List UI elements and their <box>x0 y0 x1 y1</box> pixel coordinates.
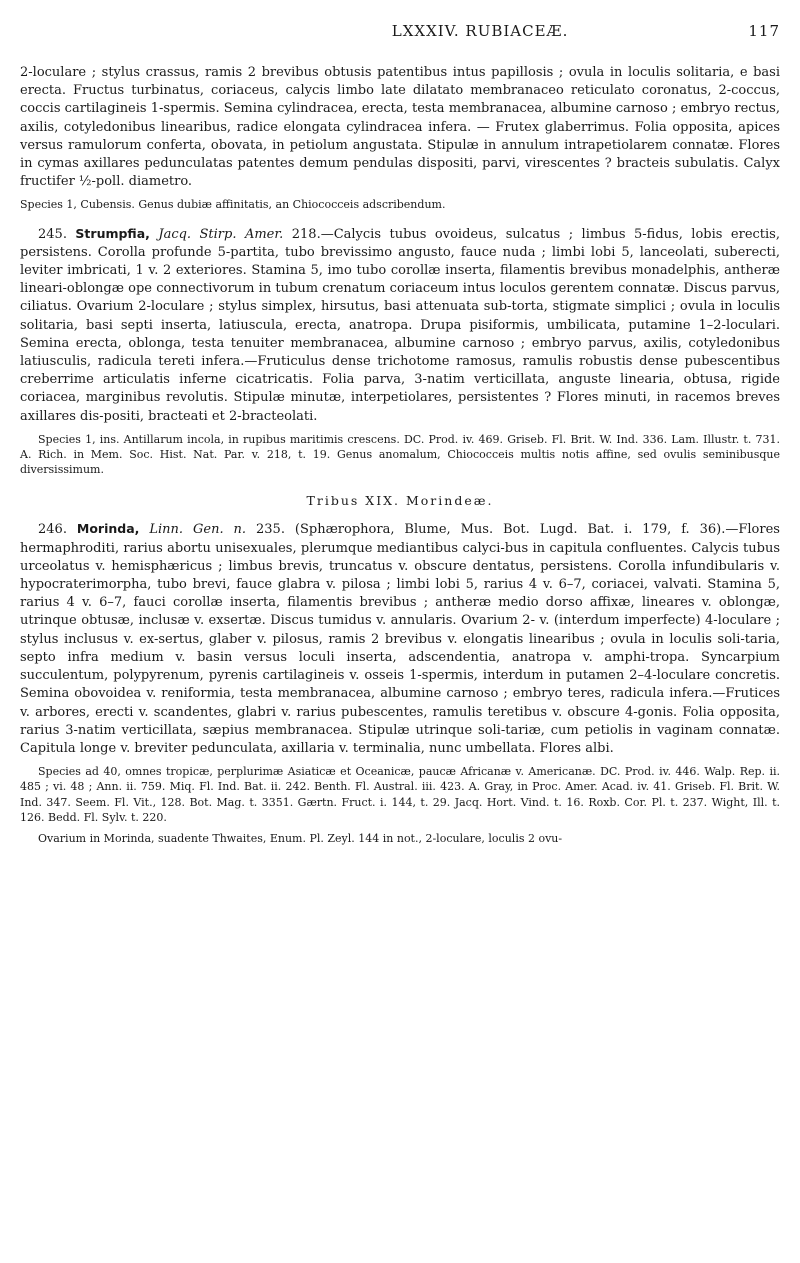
note-species-cubensis: Species 1, Cubensis. Genus dubiæ affinitatis, an Chiococceis adscribendum. <box>20 198 446 212</box>
genus-reference: 218. <box>291 226 321 242</box>
genus-reference: 235. <box>256 522 285 538</box>
genus-number: 245. <box>38 226 67 242</box>
genus-245-strumpfia <box>20 225 780 426</box>
page-number: 117 <box>748 22 780 40</box>
genus-author: Linn. Gen. n. <box>149 522 247 538</box>
genus-number: 246. <box>38 522 67 538</box>
note-strumpfia: Species 1, ins. Antillarum incola, in rupibus maritimis crescens. DC. Prod. iv. 469. Griseb. Fl. Brit. W. Ind. 336. Lam. Illustr. t. 731. A. Rich. in Mem. Soc. Hist. Nat. Par. v. 218, t. 19. Genus anomalum, Chiococceis multis notis affine, sed ovulis seminibusque diversissimum. <box>20 432 780 477</box>
tribus-heading: Tribus XIX. Morindeæ. <box>306 493 494 509</box>
paragraph-continuation: 2-loculare ; stylus crassus, ramis 2 brevibus obtusis patentibus intus papillosis ; ovula in loculis solitaria, e basi erecta. Fructus turbinatus, coriaceus, calycis limbo late dilatato membranaceo reticulato coronatus, 2-coccus, coccis cartilagineis 1-spermis. Semina cylindracea, erecta, testa membranacea, albumine carnoso ; embryo rectus, axilis, cotyledonibus linearibus, radice elongata cylindracea infera. — Frutex glaberrimus. Folia opposita, apices versus ramulorum conferta, obovata, in petiolum angustata. Stipulæ in annulum intrapetiolarem connatæ. Flores in cymas axillares pedunculatas patentes demum pendulas dispositi, parvi, virescentes ? bracteis subulatis. Calyx fructifer ½-poll. diametro. <box>20 65 780 190</box>
genus-description: (Sphærophora, Blume, Mus. Bot. Lugd. Bat. i. 179, f. 36).—Flores hermaphroditi, rarius abortu unisexuales, plerumque mediantibus calyci-bus in capitula confluentes. Calycis tubus urceolatus v. hemisphæricus ; limbus brevis, truncatus v. obscure dentatus, persistens. Corolla infundibularis v. hypocraterimorpha, tubo brevi, fauce glabra v. pilosa ; limbi lobi 5, rarius 4 v. 6–7, coriacei, valvati. Stamina 5, rarius 4 v. 6–7, fauci corollæ inserta, filamentis brevibus ; antheræ medio dorso affixæ, lineares v. oblongæ, utrinque obtusæ, inclusæ v. exsertæ. Discus tumidus v. annularis. Ovarium 2- v. (interdum imperfecte) 4-loculare ; stylus inclusus v. ex-sertus, glaber v. pilosus, ramis 2 brevibus v. elongatis linearibus ; ovula in loculis soli-taria, septo infra medium v. basin versus loculi inserta, adscendentia, anatropa v. amphi-tropa. Syncarpium succulentum, polypyrenum, pyrenis cartilagineis v. osseis 1-spermis, interdum in putamen 2–4-loculare concretis. Semina obovoidea v. reniformia, testa membranacea, albumine carnoso ; embryo teres, radicula infera.—Frutices v. arbores, erecti v. scandentes, glabri v. rarius pubescentes, ramulis teretibus v. obscure 4-gonis. Folia opposita, rarius 3-natim verticillata, sæpius membranacea. Stipulæ utrinque soli-tariæ, cum petiolis in vaginam connatæ. Capitula longe v. breviter pedunculata, axillaria v. terminalia, nunc umbellata. Flores albi. <box>20 522 780 756</box>
page <box>20 22 780 846</box>
genus-246-morinda <box>20 520 780 758</box>
genus-name: Strumpfia, <box>75 225 150 241</box>
genus-author: Jacq. Stirp. Amer. <box>158 226 284 242</box>
running-head <box>20 22 780 46</box>
note-morinda-species: Species ad 40, omnes tropicæ, perplurimæ Asiaticæ et Oceanicæ, paucæ Africanæ v. Americanæ. DC. Prod. iv. 446. Walp. Rep. ii. 485 ; vi. 48 ; Ann. ii. 759. Miq. Fl. Ind. Bat. ii. 242. Benth. Fl. Austral. iii. 423. A. Gray, in Proc. Amer. Acad. iv. 41. Griseb. Fl. Brit. W. Ind. 347. Seem. Fl. Vit., 128. Bot. Mag. t. 3351. Gærtn. Fruct. i. 144, t. 29. Jacq. Hort. Vind. t. 16. Roxb. Cor. Pl. t. 237. Wight, Ill. t. 126. Bedd. Fl. Sylv. t. 220. <box>20 765 780 824</box>
note-morinda-ovarium: Ovarium in Morinda, suadente Thwaites, Enum. Pl. Zeyl. 144 in not., 2-loculare, loculis 2 ovu- <box>38 831 563 845</box>
genus-description: —Calycis tubus ovoideus, sulcatus ; limbus 5-fidus, lobis erectis, persistens. Corolla profunde 5-partita, tubo brevissimo angusto, fauce nuda ; limbi lobi 5, lanceolati, suberecti, leviter imbricati, 1 v. 2 exteriores. Stamina 5, imo tubo corollæ inserta, filamentis brevibus monadelphis, antheræ lineari-oblongæ ope connectivorum in tubum crenatum coriaceum intus loculos gerentem connatæ. Discus parvus, ciliatus. Ovarium 2-loculare ; stylus simplex, hirsutus, basi attenuata sub-torta, stigmate simplici ; ovula in loculis solitaria, basi septi inserta, latiuscula, erecta, anatropa. Drupa pisiformis, umbilicata, putamine 1–2-loculari. Semina erecta, oblonga, testa tenuiter membranacea, albumine carnoso ; embryo parvus, axilis, cotyledonibus latiusculis, radicula tereti infera.—Fruticulus dense trichotome ramosus, ramulis robustis dense pubescentibus creberrime articulatis inferne cicatricatis. Folia parva, 3-natim verticillata, anguste linearia, obtusa, rigide coriacea, marginibus revolutis. Stipulæ minutæ, interpetiolares, persistentes ? Flores minuti, in racemos breves axillares dis-positi, bracteati et 2-bracteolati. <box>20 226 780 424</box>
running-head-title: LXXXIV. RUBIACEÆ. <box>391 22 569 40</box>
genus-name: Morinda, <box>76 521 140 537</box>
